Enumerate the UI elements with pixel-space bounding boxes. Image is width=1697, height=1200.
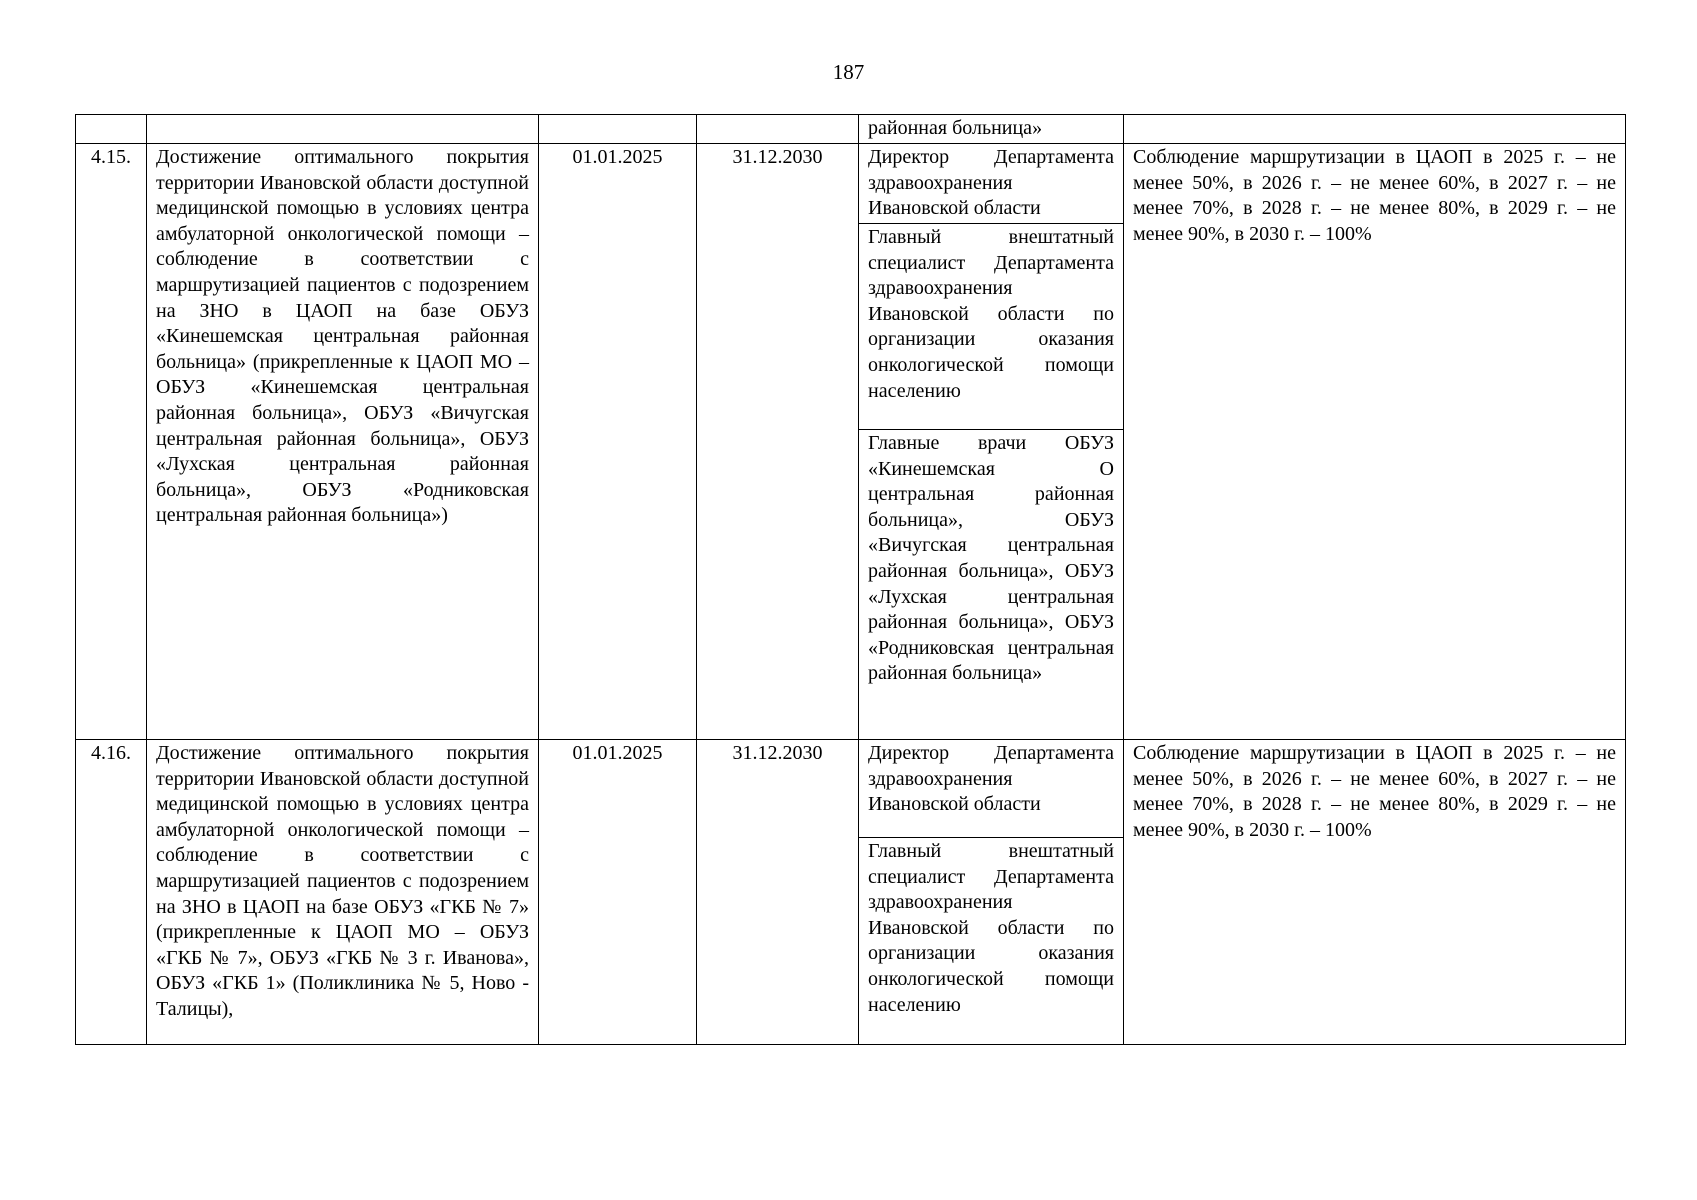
cell-description <box>147 740 539 1045</box>
expected-result: Соблюдение маршрутизации в ЦАОП в 2025 г. – не менее 50%, в 2026 г. – не менее 60%, в 2027 г. – не менее 70%, в 2028 г. – не менее 80%, в 2029 г. – не менее 90%, в 2030 г. – 100% <box>1133 146 1616 245</box>
cell-num <box>76 115 147 144</box>
responsible-entry: Главный внештатный специалист Департамента здравоохранения Ивановской области по организации оказания онкологической помощи населению <box>859 224 1123 430</box>
measure-description: Достижение оптимального покрытия территории Ивановской области доступной медицинской помощью в условиях центра амбулаторной онкологической помощи – соблюдение в соответствии с маршрутизацией пациентов с подозрением на ЗНО в ЦАОП на базе ОБУЗ «ГКБ № 7» (прикрепленные к ЦАОП МО – ОБУЗ «ГКБ № 7», ОБУЗ «ГКБ № 3 г. Иванова», ОБУЗ «ГКБ 1» (Поликлиника № 5, Ново - Талицы), <box>156 742 529 1020</box>
end-date: 31.12.2030 <box>732 146 823 168</box>
cell-result <box>1124 144 1626 740</box>
cell-end-date <box>697 115 859 144</box>
table-row <box>76 144 1626 740</box>
row-number: 4.16. <box>91 742 131 764</box>
expected-result: Соблюдение маршрутизации в ЦАОП в 2025 г. – не менее 50%, в 2026 г. – не менее 60%, в 2027 г. – не менее 70%, в 2028 г. – не менее 80%, в 2029 г. – не менее 90%, в 2030 г. – 100% <box>1133 742 1616 841</box>
responsible-text: районная больница» <box>868 117 1043 139</box>
cell-end-date <box>697 144 859 740</box>
start-date: 01.01.2025 <box>572 742 663 764</box>
row-number: 4.15. <box>91 146 131 168</box>
responsible-entry: Главный внештатный специалист Департамента здравоохранения Ивановской области по организации оказания онкологической помощи населению <box>868 840 1114 1016</box>
cell-result <box>1124 740 1626 1045</box>
table-row-continuation <box>76 115 1626 144</box>
responsible-entry: Директор Департамента здравоохранения Ивановской области <box>859 144 1123 224</box>
cell-start-date <box>539 740 697 1045</box>
measure-description: Достижение оптимального покрытия территории Ивановской области доступной медицинской помощью в условиях центра амбулаторной онкологической помощи – соблюдение в соответствии с маршрутизацией пациентов с подозрением на ЗНО в ЦАОП на базе ОБУЗ «Кинешемская центральная районная больница» (прикрепленные к ЦАОП МО – ОБУЗ «Кинешемская центральная районная больница», ОБУЗ «Вичугская центральная районная больница», ОБУЗ «Лухская центральная районная больница», ОБУЗ «Родниковская центральная районная больница») <box>156 146 529 527</box>
cell-description <box>147 144 539 740</box>
cell-num <box>76 740 147 1045</box>
cell-responsible <box>859 115 1124 144</box>
cell-result <box>1124 115 1626 144</box>
start-date: 01.01.2025 <box>572 146 663 168</box>
page-number: 187 <box>832 60 865 84</box>
responsible-entry: Главные врачи ОБУЗ «Кинешемская О центральная районная больница», ОБУЗ «Вичугская центральная районная больница», ОБУЗ «Лухская центральная районная больница», ОБУЗ «Родниковская центральная районная больница» <box>868 432 1114 685</box>
cell-start-date <box>539 115 697 144</box>
cell-responsible <box>859 740 1124 1045</box>
measures-table <box>75 114 1626 1045</box>
cell-num <box>76 144 147 740</box>
cell-responsible <box>859 144 1124 740</box>
cell-end-date <box>697 740 859 1045</box>
end-date: 31.12.2030 <box>732 742 823 764</box>
cell-start-date <box>539 144 697 740</box>
cell-description <box>147 115 539 144</box>
responsible-entry: Директор Департамента здравоохранения Ивановской области <box>859 740 1123 838</box>
table-row <box>76 740 1626 1045</box>
